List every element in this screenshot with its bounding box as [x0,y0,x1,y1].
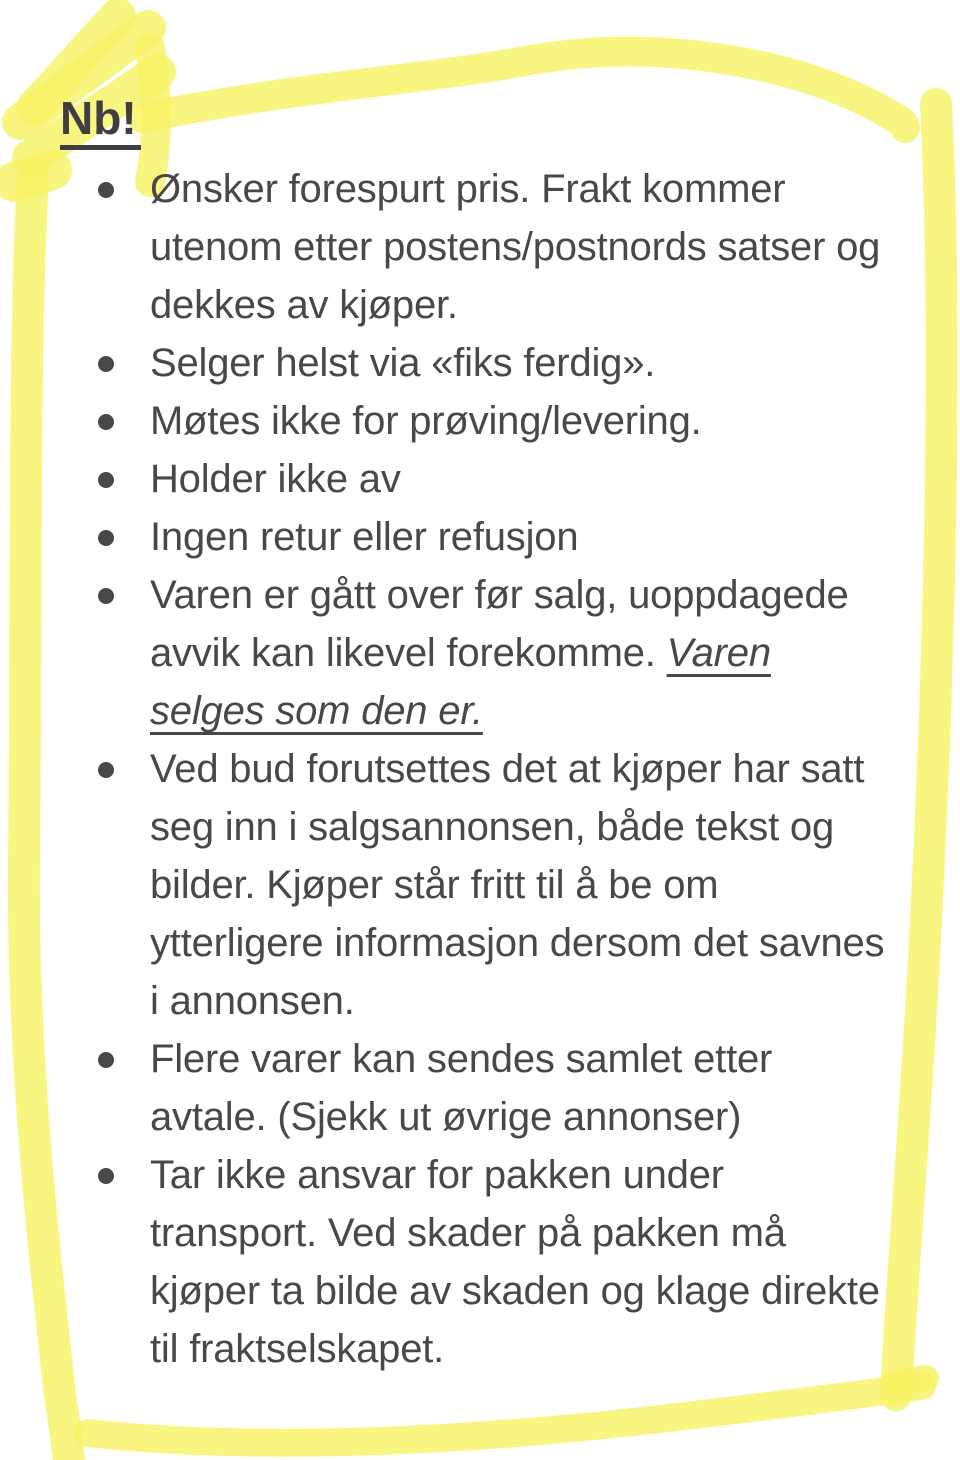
bullet-dot [98,1052,114,1068]
text-run: Ingen retur eller refusjon [150,515,579,559]
bullet-dot [98,414,114,430]
list-item [150,740,890,1030]
list-item-text [150,1146,890,1378]
list-item-text [150,160,890,334]
text-run: Holder ikke av [150,457,401,501]
list-item-text [150,334,890,392]
bullet-dot [98,588,114,604]
text-run: Varen er gått over før salg, uoppdagede avvik kan likevel forekomme. [150,573,849,675]
list-item [150,508,890,566]
list-item-text [150,392,890,450]
text-run: Selger helst via «fiks ferdig». [150,341,656,385]
list-item [150,1146,890,1378]
list-item-text [150,566,890,740]
list-item [150,334,890,392]
list-item [150,450,890,508]
bullet-dot [98,1168,114,1184]
bullet-dot [98,182,114,198]
text-run: Tar ikke ansvar for pakken under transport. Ved skader på pakken må kjøper ta bilde av skaden og klage direkte til fraktselskapet. [150,1153,880,1371]
text-run: Ved bud forutsettes det at kjøper har satt seg inn i salgsannonsen, både tekst og bilder. Kjøper står fritt til å be om ytterligere informasjon dersom det savnes i annonsen. [150,747,885,1023]
emphasized-text-run: Varen selges som den er. [150,631,771,733]
list-item [150,566,890,740]
bullet-dot [98,762,114,778]
list-item-text [150,1030,890,1146]
list-item-text [150,450,890,508]
bullet-dot [98,530,114,546]
text-run: Møtes ikke for prøving/levering. [150,399,702,443]
list-item-text [150,508,890,566]
text-run: Ønsker forespurt pris. Frakt kommer utenom etter postens/postnords satser og dekkes av kjøper. [150,167,881,327]
note-heading-text: Nb! [60,94,141,150]
list-item [150,392,890,450]
note-list [150,160,890,1378]
text-run: Flere varer kan sendes samlet etter avtale. (Sjekk ut øvrige annonser) [150,1037,773,1139]
list-item [150,160,890,334]
bullet-dot [98,472,114,488]
list-item-text [150,740,890,1030]
bullet-dot [98,356,114,372]
list-item [150,1030,890,1146]
note-heading [60,94,141,150]
